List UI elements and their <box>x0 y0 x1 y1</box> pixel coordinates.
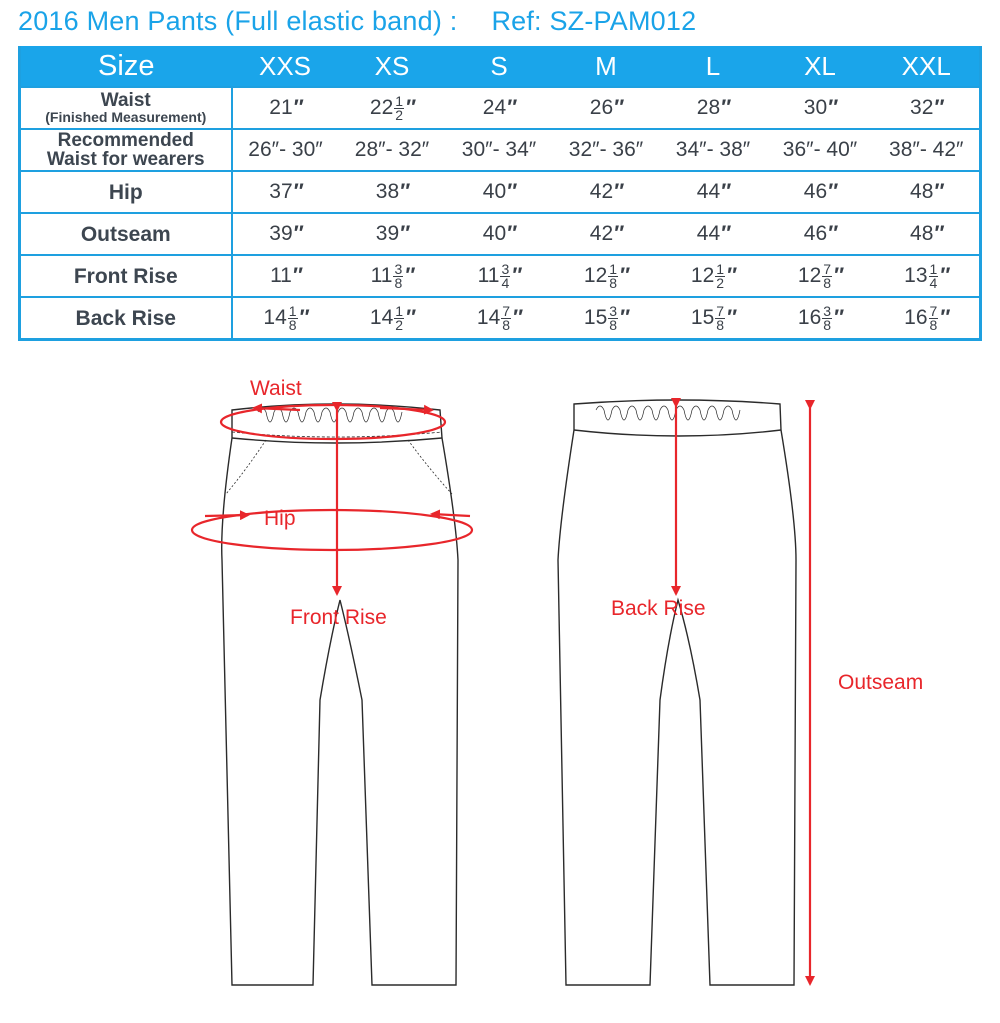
size-value-cell <box>660 255 767 297</box>
size-col-header: M <box>553 46 660 87</box>
fraction-denominator: 8 <box>716 316 725 333</box>
size-value-cell <box>553 87 660 129</box>
fraction-numerator: 1 <box>395 302 404 319</box>
size-value-cell <box>339 171 446 213</box>
front-pants-outline <box>222 404 458 985</box>
hip-arrow-left <box>205 515 248 516</box>
row-label-text: Waist <box>100 90 151 111</box>
size-col-header: XXS <box>232 46 339 87</box>
value-whole: 16 <box>904 305 928 329</box>
fraction-numerator: 1 <box>609 260 618 277</box>
size-value-cell <box>553 255 660 297</box>
value-whole: 40 <box>482 222 507 245</box>
inch-mark: ″ <box>512 305 522 329</box>
value-whole: 36″- 40″ <box>782 138 858 161</box>
fraction-denominator: 8 <box>609 274 618 291</box>
fraction-numerator: 3 <box>394 260 403 277</box>
size-row <box>20 255 981 297</box>
inch-mark: ″ <box>833 263 843 287</box>
fraction-numerator: 7 <box>502 302 511 319</box>
value-whole: 44 <box>696 222 721 245</box>
value-whole: 12 <box>583 263 608 287</box>
inch-mark: ″ <box>827 96 837 119</box>
value-whole: 38″- 42″ <box>889 138 964 161</box>
size-value-cell <box>446 297 553 340</box>
value-whole: 28 <box>696 96 721 119</box>
inch-mark: ″ <box>933 96 943 119</box>
fraction-denominator: 4 <box>501 274 510 291</box>
size-value-cell <box>339 255 446 297</box>
size-value-cell <box>874 297 981 340</box>
inch-mark: ″ <box>292 222 302 245</box>
inch-mark: ″ <box>404 263 414 287</box>
size-col-header: XXL <box>874 46 981 87</box>
value-whole: 11 <box>370 263 393 287</box>
value-whole: 15 <box>690 305 715 329</box>
size-value-cell <box>339 129 446 171</box>
value-whole: 26 <box>589 96 614 119</box>
fraction-denominator: 2 <box>716 274 725 291</box>
inch-mark: ″ <box>405 95 415 119</box>
value-fraction <box>393 260 403 291</box>
size-col-header: XL <box>767 46 874 87</box>
inch-mark: ″ <box>720 96 730 119</box>
size-value-cell <box>767 171 874 213</box>
value-whole: 12 <box>797 263 822 287</box>
fraction-numerator: 3 <box>609 302 618 319</box>
size-value-cell <box>874 87 981 129</box>
value-whole: 14 <box>476 305 501 329</box>
value-whole: 40 <box>482 180 507 203</box>
size-value-cell <box>553 297 660 340</box>
inch-mark: ″ <box>726 305 736 329</box>
inch-mark: ″ <box>939 305 949 329</box>
size-value-cell <box>660 171 767 213</box>
fraction-denominator: 2 <box>395 106 404 123</box>
value-fraction <box>822 302 832 333</box>
size-col-header: XS <box>339 46 446 87</box>
value-whole: 16 <box>797 305 822 329</box>
fraction-denominator: 8 <box>929 316 938 333</box>
inch-mark: ″ <box>833 305 843 329</box>
value-whole: 15 <box>583 305 608 329</box>
value-fraction <box>608 260 618 291</box>
size-value-cell <box>767 213 874 255</box>
size-value-cell <box>446 129 553 171</box>
inch-mark: ″ <box>619 305 629 329</box>
size-header-row <box>20 46 981 87</box>
size-value-cell <box>874 129 981 171</box>
row-label <box>20 129 232 171</box>
value-whole: 39 <box>269 222 293 245</box>
value-whole: 48 <box>910 180 934 203</box>
value-whole: 32 <box>910 96 934 119</box>
size-value-cell <box>553 129 660 171</box>
value-whole: 30 <box>803 96 828 119</box>
size-row <box>20 129 981 171</box>
value-whole: 28″- 32″ <box>354 138 430 161</box>
value-whole: 42 <box>589 222 614 245</box>
size-value-cell <box>339 213 446 255</box>
row-label-text: Back Rise <box>75 306 176 330</box>
size-value-cell <box>767 255 874 297</box>
inch-mark: ″ <box>298 305 308 329</box>
inch-mark: ″ <box>613 180 623 203</box>
size-value-cell <box>660 213 767 255</box>
size-value-cell <box>874 171 981 213</box>
page-title <box>18 6 696 37</box>
value-whole: 46 <box>803 222 828 245</box>
value-fraction <box>608 302 618 333</box>
size-value-cell <box>232 213 339 255</box>
value-whole: 44 <box>696 180 721 203</box>
fraction-denominator: 8 <box>823 316 832 333</box>
fraction-denominator: 4 <box>929 274 938 291</box>
value-whole: 14 <box>263 305 287 329</box>
inch-mark: ″ <box>619 263 629 287</box>
value-fraction <box>929 260 939 291</box>
value-whole: 38 <box>375 180 400 203</box>
size-value-cell <box>232 87 339 129</box>
row-label-text: Recommended <box>57 129 194 151</box>
size-value-cell <box>767 87 874 129</box>
fraction-denominator: 8 <box>288 316 297 333</box>
inch-mark: ″ <box>292 96 302 119</box>
size-row <box>20 213 981 255</box>
fraction-numerator: 7 <box>716 302 725 319</box>
fraction-numerator: 1 <box>929 260 938 277</box>
value-fraction <box>288 302 298 333</box>
inch-mark: ″ <box>726 263 736 287</box>
title-main: 2016 Men Pants (Full elastic band) : <box>18 6 458 36</box>
size-value-cell <box>339 87 446 129</box>
value-whole: 34″- 38″ <box>675 138 751 161</box>
outseam-label: Outseam <box>838 671 924 694</box>
value-whole: 11 <box>270 264 292 287</box>
fraction-denominator: 2 <box>395 316 404 333</box>
size-chart-table <box>18 46 982 341</box>
inch-mark: ″ <box>933 222 943 245</box>
waist-label: Waist <box>250 377 302 400</box>
row-label-text: Front Rise <box>73 264 178 288</box>
row-label-text: Outseam <box>80 222 171 246</box>
value-whole: 32″- 36″ <box>568 138 644 161</box>
fraction-denominator: 8 <box>609 316 618 333</box>
inch-mark: ″ <box>720 180 730 203</box>
back-rise-label: Back Rise <box>611 597 706 620</box>
value-fraction <box>929 302 939 333</box>
size-value-cell <box>339 297 446 340</box>
inch-mark: ″ <box>827 222 837 245</box>
inch-mark: ″ <box>613 222 623 245</box>
inch-mark: ″ <box>720 222 730 245</box>
size-value-cell <box>446 87 553 129</box>
value-fraction <box>822 260 832 291</box>
row-label <box>20 87 232 129</box>
inch-mark: ″ <box>933 180 943 203</box>
value-whole: 48 <box>910 222 934 245</box>
inch-mark: ″ <box>506 180 516 203</box>
inch-mark: ″ <box>506 96 516 119</box>
value-fraction <box>500 260 510 291</box>
value-fraction <box>715 260 725 291</box>
hip-arrow-right <box>432 514 470 516</box>
inch-mark: ″ <box>399 222 409 245</box>
size-row <box>20 297 981 340</box>
fraction-denominator: 8 <box>502 316 511 333</box>
row-label-text: Hip <box>108 180 143 204</box>
size-value-cell <box>232 255 339 297</box>
row-label <box>20 171 232 213</box>
value-whole: 42 <box>589 180 614 203</box>
fraction-numerator: 3 <box>501 260 510 277</box>
row-sublabel-text: Waist for wearers <box>46 148 205 170</box>
size-value-cell <box>232 297 339 340</box>
size-value-cell <box>767 129 874 171</box>
size-value-cell <box>232 171 339 213</box>
row-sublabel-text: (Finished Measurement) <box>45 109 207 125</box>
size-row <box>20 87 981 129</box>
value-fraction <box>394 302 404 333</box>
inch-mark: ″ <box>292 180 302 203</box>
size-value-cell <box>446 255 553 297</box>
inch-mark: ″ <box>613 96 623 119</box>
size-value-cell <box>874 213 981 255</box>
inch-mark: ″ <box>405 305 415 329</box>
size-value-cell <box>232 129 339 171</box>
inch-mark: ″ <box>939 263 949 287</box>
title-ref: Ref: SZ-PAM012 <box>491 6 697 36</box>
inch-mark: ″ <box>511 263 521 287</box>
value-fraction <box>715 302 725 333</box>
size-row <box>20 171 981 213</box>
size-value-cell <box>767 297 874 340</box>
size-value-cell <box>553 213 660 255</box>
value-fraction <box>501 302 511 333</box>
fraction-denominator: 8 <box>823 274 832 291</box>
row-label <box>20 213 232 255</box>
measurement-marks <box>192 405 810 984</box>
value-whole: 46 <box>803 180 828 203</box>
value-whole: 26″- 30″ <box>248 138 323 161</box>
fraction-denominator: 8 <box>394 274 403 291</box>
size-col-header: S <box>446 46 553 87</box>
size-header-label: Size <box>20 46 232 87</box>
front-rise-label: Front Rise <box>290 606 387 629</box>
value-whole: 14 <box>369 305 394 329</box>
size-col-header: L <box>660 46 767 87</box>
value-whole: 13 <box>904 263 928 287</box>
value-fraction <box>394 92 404 123</box>
fraction-numerator: 1 <box>288 302 297 319</box>
size-value-cell <box>660 297 767 340</box>
inch-mark: ″ <box>291 264 301 287</box>
size-value-cell <box>660 129 767 171</box>
size-value-cell <box>446 171 553 213</box>
value-whole: 21 <box>269 96 293 119</box>
inch-mark: ″ <box>827 180 837 203</box>
inch-mark: ″ <box>399 180 409 203</box>
value-whole: 30″- 34″ <box>461 138 537 161</box>
value-whole: 22 <box>369 95 394 119</box>
value-whole: 39 <box>375 222 400 245</box>
value-whole: 24 <box>482 96 507 119</box>
row-label <box>20 255 232 297</box>
hip-label: Hip <box>264 507 296 530</box>
size-value-cell <box>446 213 553 255</box>
size-value-cell <box>553 171 660 213</box>
value-whole: 37 <box>269 180 293 203</box>
fraction-numerator: 1 <box>395 92 404 109</box>
size-value-cell <box>660 87 767 129</box>
row-label <box>20 297 232 340</box>
inch-mark: ″ <box>506 222 516 245</box>
size-value-cell <box>874 255 981 297</box>
fraction-numerator: 1 <box>716 260 725 277</box>
value-whole: 11 <box>477 263 500 287</box>
fraction-numerator: 3 <box>823 302 832 319</box>
fraction-numerator: 7 <box>823 260 832 277</box>
fraction-numerator: 7 <box>929 302 938 319</box>
value-whole: 12 <box>690 263 715 287</box>
